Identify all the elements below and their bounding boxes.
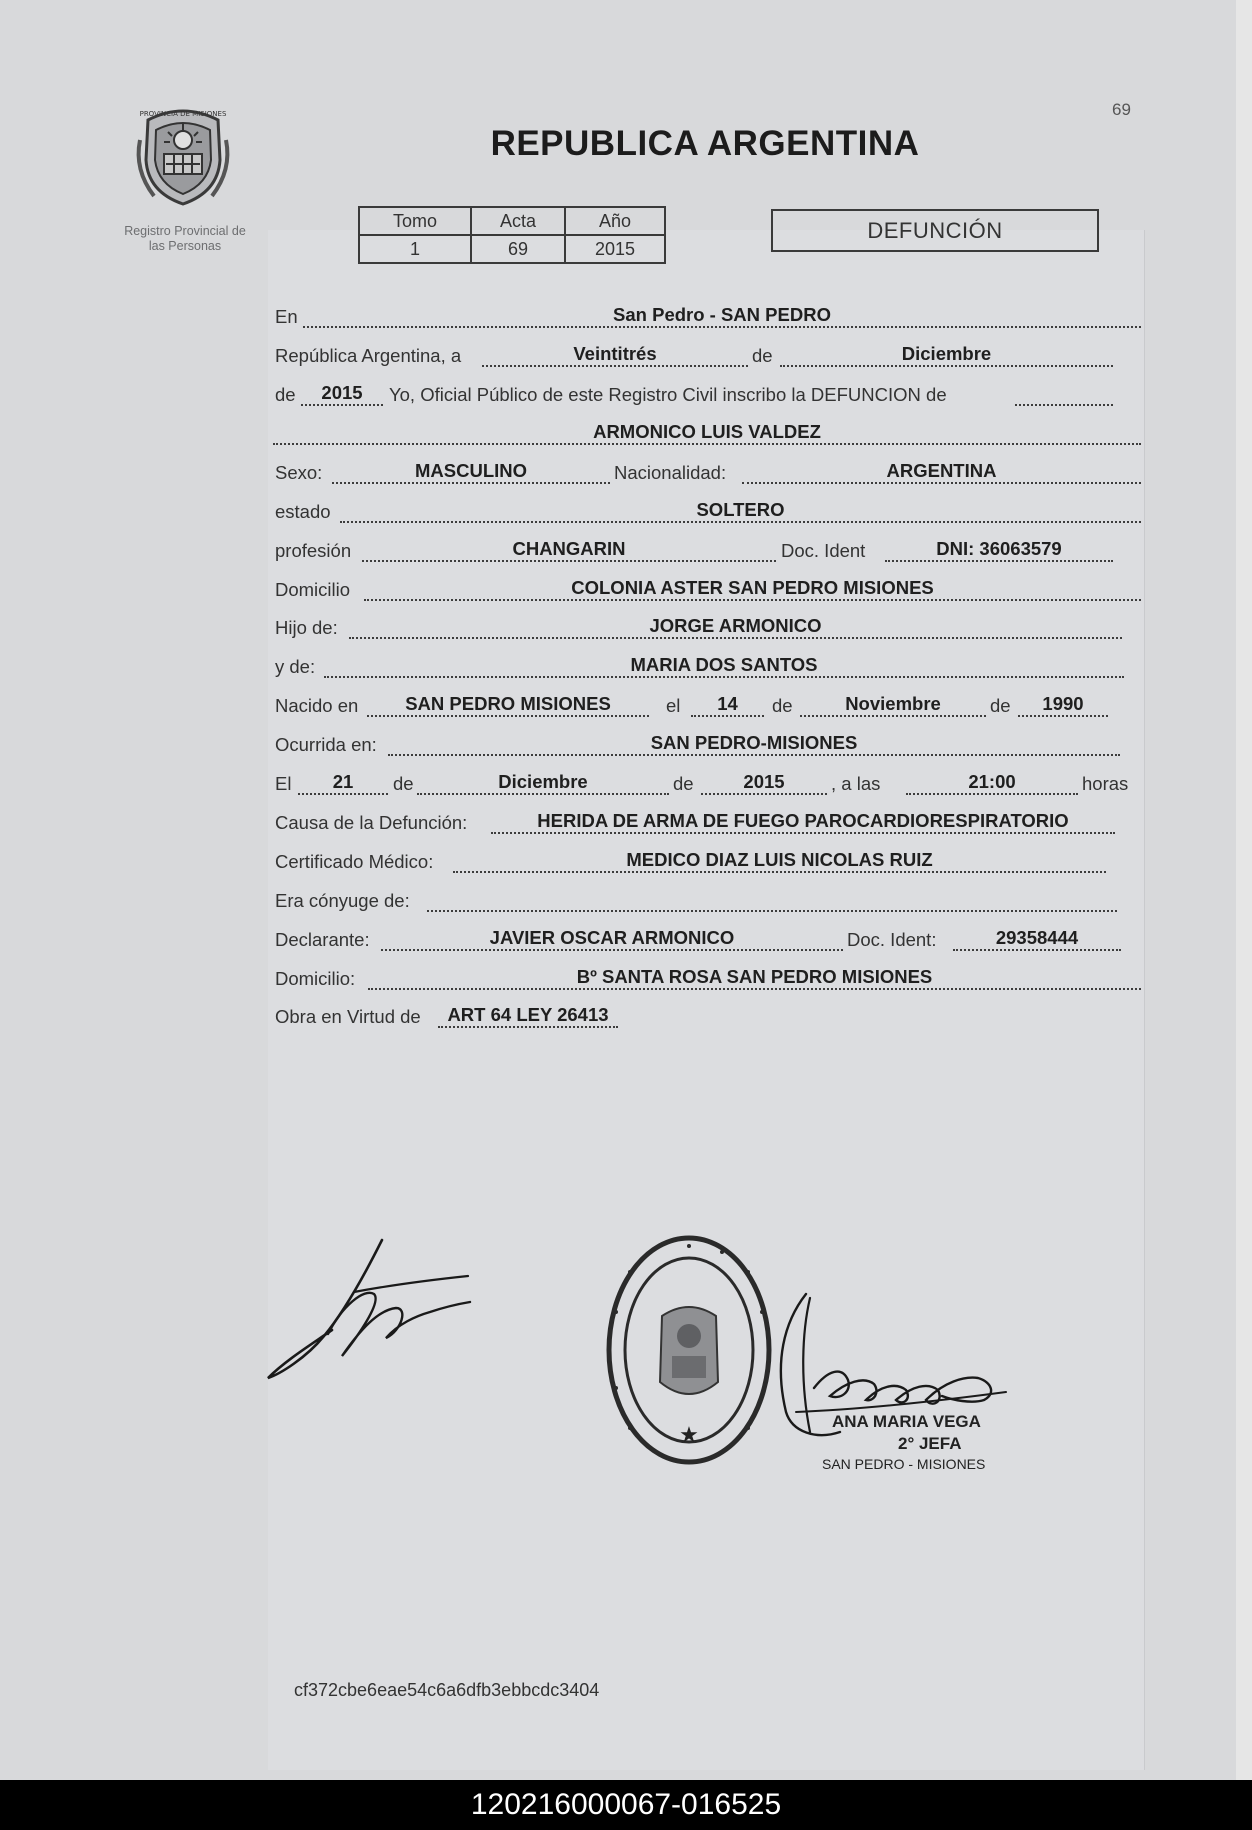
death-de-label-1: de	[393, 773, 414, 794]
profession-value: CHANGARIN	[362, 538, 776, 562]
death-hours-label: horas	[1082, 773, 1129, 794]
doc-ident-label: Doc. Ident	[781, 540, 866, 561]
place-label: En	[275, 306, 298, 327]
mother-value: MARIA DOS SANTOS	[324, 654, 1124, 678]
registry-value-ano: 2015	[565, 235, 665, 263]
legal-basis-label: Obra en Virtud de	[275, 1006, 421, 1027]
country-title: REPUBLICA ARGENTINA	[490, 124, 920, 163]
cause-value: HERIDA DE ARMA DE FUEGO PAROCARDIORESPIRATORIO	[491, 810, 1115, 834]
official-seal	[604, 1232, 774, 1468]
death-time: 21:00	[906, 771, 1078, 795]
registry-value-row	[359, 235, 665, 263]
year-de-label: de	[275, 384, 296, 405]
birth-label: Nacido en	[275, 695, 359, 716]
page-edge	[1236, 0, 1252, 1780]
act-type-box: DEFUNCIÓN	[771, 209, 1099, 252]
occurred-label: Ocurrida en:	[275, 734, 377, 755]
official-name: ANA MARIA VEGA	[832, 1412, 981, 1431]
doc-ident-value: DNI: 36063579	[885, 538, 1113, 562]
document-hash: cf372cbe6eae54c6a6dfb3ebbcdc3404	[294, 1680, 600, 1700]
birth-month: Noviembre	[800, 693, 986, 717]
nationality-label: Nacionalidad:	[614, 462, 727, 483]
occurred-value: SAN PEDRO-MISIONES	[388, 732, 1120, 756]
barcode-number-bar: 120216000067-016525	[0, 1780, 1252, 1830]
deceased-name: ARMONICO LUIS VALDEZ	[273, 421, 1141, 445]
registration-year: 2015	[301, 382, 383, 406]
provincial-emblem-icon	[128, 100, 238, 210]
birth-year: 1990	[1018, 693, 1108, 717]
registry-header-acta: Acta	[471, 207, 565, 235]
sex-value: MASCULINO	[332, 460, 610, 484]
marital-status-value: SOLTERO	[340, 499, 1141, 523]
father-value: JORGE ARMONICO	[349, 615, 1122, 639]
registry-header-ano: Año	[565, 207, 665, 235]
declarant-doc-value: 29358444	[953, 927, 1121, 951]
declarant-domicile-value: Bº SANTA ROSA SAN PEDRO MISIONES	[368, 966, 1141, 990]
nationality-value: ARGENTINA	[742, 460, 1141, 484]
death-el-label: El	[275, 773, 292, 794]
svg-text:★: ★	[679, 1423, 699, 1448]
declarant-label: Declarante:	[275, 929, 370, 950]
official-location: SAN PEDRO - MISIONES	[822, 1456, 986, 1472]
statement-blank	[1015, 382, 1113, 406]
date-prefix-label: República Argentina, a	[275, 345, 462, 366]
domicile-label: Domicilio	[275, 579, 351, 600]
declarant-doc-label: Doc. Ident:	[847, 929, 937, 950]
legal-basis-value: ART 64 LEY 26413	[438, 1004, 618, 1028]
registry-value-tomo: 1	[359, 235, 471, 263]
marital-status-label: estado	[275, 501, 331, 522]
certificate-label: Certificado Médico:	[275, 851, 434, 872]
emblem-text: PROVINCIA DE MISIONES	[139, 110, 227, 118]
registration-day: Veintitrés	[482, 343, 748, 367]
spouse-value	[427, 888, 1117, 912]
death-de-label-2: de	[673, 773, 694, 794]
mother-label: y de:	[275, 656, 316, 677]
father-label: Hijo de:	[275, 617, 338, 638]
sex-label: Sexo:	[275, 462, 323, 483]
profession-label: profesión	[275, 540, 352, 561]
registry-table	[358, 206, 666, 264]
spouse-label: Era cónyuge de:	[275, 890, 410, 911]
declarant-value: JAVIER OSCAR ARMONICO	[381, 927, 843, 951]
death-day: 21	[298, 771, 388, 795]
place-value: San Pedro - SAN PEDRO	[303, 304, 1141, 328]
registry-org-name: Registro Provincial de las Personas	[124, 224, 246, 253]
certificate-value: MEDICO DIAZ LUIS NICOLAS RUIZ	[453, 849, 1106, 873]
death-month: Diciembre	[417, 771, 669, 795]
registry-value-acta: 69	[471, 235, 565, 263]
cause-label: Causa de la Defunción:	[275, 812, 468, 833]
birth-place: SAN PEDRO MISIONES	[367, 693, 649, 717]
death-year: 2015	[701, 771, 827, 795]
birth-day: 14	[691, 693, 764, 717]
declarant-domicile-label: Domicilio:	[275, 968, 356, 989]
birth-el-label: el	[666, 695, 681, 716]
registry-header-row	[359, 207, 665, 235]
date-de-label: de	[752, 345, 773, 366]
declarant-signature	[262, 1232, 472, 1382]
birth-de-label-1: de	[772, 695, 793, 716]
birth-de-label-2: de	[990, 695, 1011, 716]
page-number: 69	[1112, 100, 1131, 119]
registration-month: Diciembre	[780, 343, 1113, 367]
official-title: 2° JEFA	[898, 1434, 962, 1453]
registry-header-tomo: Tomo	[359, 207, 471, 235]
domicile-value: COLONIA ASTER SAN PEDRO MISIONES	[364, 577, 1141, 601]
registration-statement: Yo, Oficial Público de este Registro Civil inscribo la DEFUNCION de	[389, 384, 947, 405]
death-time-label: , a las	[831, 773, 881, 794]
